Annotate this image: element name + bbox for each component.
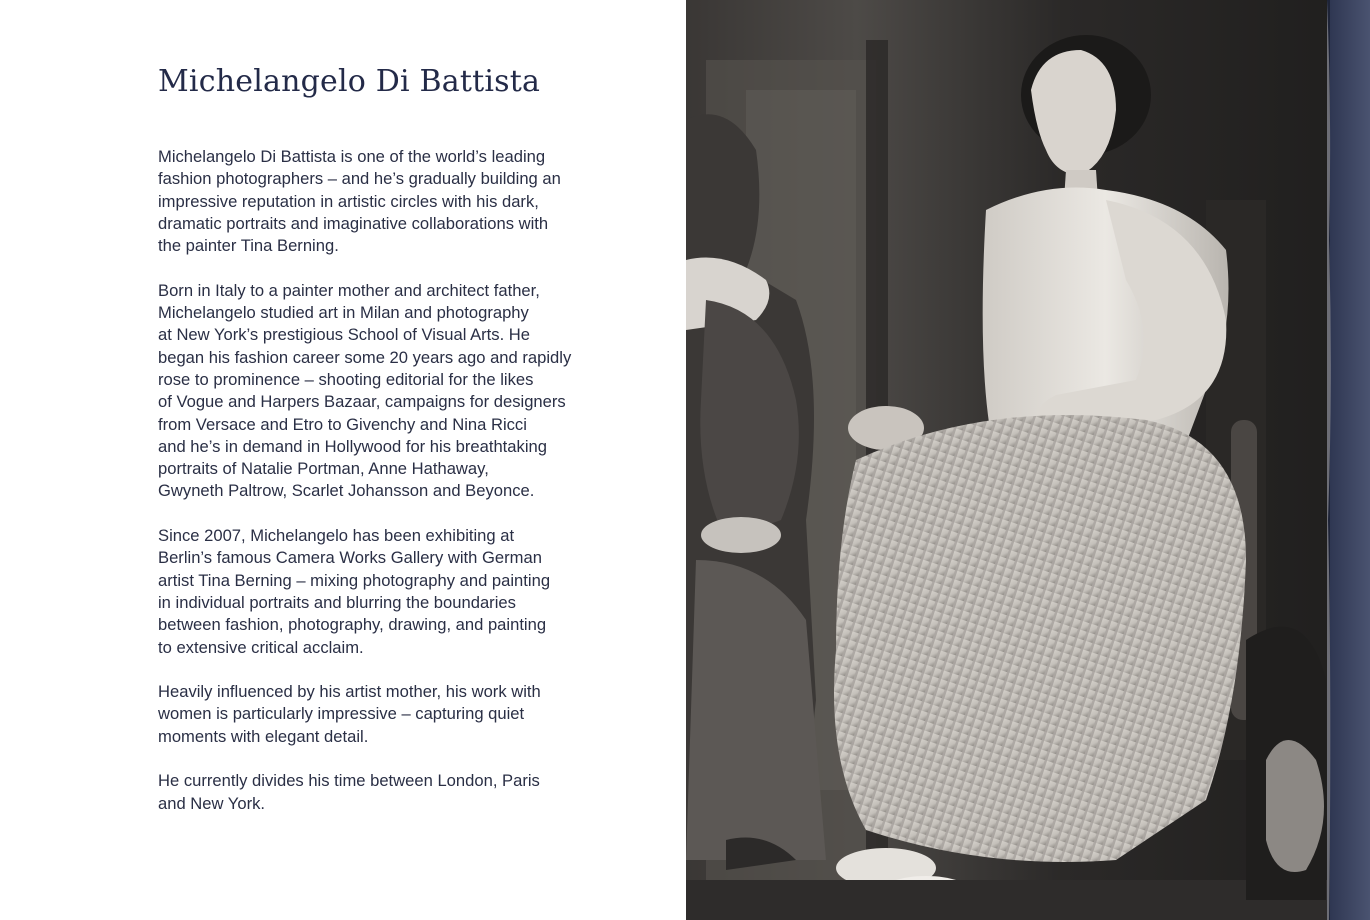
text-line: to extensive critical acclaim. bbox=[158, 637, 364, 657]
paragraph-4 bbox=[158, 681, 628, 748]
text-line: impressive reputation in artistic circles with his dark, bbox=[158, 191, 539, 211]
text-line: from Versace and Etro to Givenchy and Nina Ricci bbox=[158, 414, 527, 434]
text-line: Berlin’s famous Camera Works Gallery with German bbox=[158, 548, 542, 568]
text-line: fashion photographers – and he’s gradually building an bbox=[158, 169, 561, 189]
paragraph-3 bbox=[158, 525, 628, 659]
paragraph-2 bbox=[158, 280, 628, 503]
text-line: moments with elegant detail. bbox=[158, 726, 369, 746]
text-line: between fashion, photography, drawing, and painting bbox=[158, 615, 547, 635]
text-line: the painter Tina Berning. bbox=[158, 236, 339, 256]
text-line: Born in Italy to a painter mother and architect father, bbox=[158, 280, 540, 300]
text-line: portraits of Natalie Portman, Anne Hathaway, bbox=[158, 459, 489, 479]
text-line: Gwyneth Paltrow, Scarlet Johansson and Beyonce. bbox=[158, 481, 535, 501]
text-line: of Vogue and Harpers Bazaar, campaigns for designers bbox=[158, 392, 566, 412]
vintage-portrait-photo bbox=[686, 0, 1370, 920]
text-line: and he’s in demand in Hollywood for his breathtaking bbox=[158, 436, 547, 456]
biography-text bbox=[158, 146, 628, 837]
text-line: began his fashion career some 20 years ago and rapidly bbox=[158, 347, 572, 367]
text-line: dramatic portraits and imaginative collaborations with bbox=[158, 213, 549, 233]
text-line: at New York’s prestigious School of Visual Arts. He bbox=[158, 325, 531, 345]
page-title: Michelangelo Di Battista bbox=[158, 64, 541, 99]
text-line: rose to prominence – shooting editorial for the likes bbox=[158, 369, 534, 389]
photo-illustration bbox=[686, 0, 1370, 920]
text-line: women is particularly impressive – capturing quiet bbox=[158, 704, 525, 724]
text-line: Michelangelo Di Battista is one of the world’s leading bbox=[158, 147, 546, 166]
text-line: He currently divides his time between London, Paris bbox=[158, 771, 540, 791]
text-line: Heavily influenced by his artist mother, his work with bbox=[158, 682, 541, 702]
text-line: Since 2007, Michelangelo has been exhibiting at bbox=[158, 526, 515, 546]
paragraph-1 bbox=[158, 146, 628, 257]
text-line: Michelangelo studied art in Milan and photography bbox=[158, 303, 529, 323]
text-line: and New York. bbox=[158, 793, 266, 813]
paragraph-5 bbox=[158, 770, 628, 815]
text-line: in individual portraits and blurring the boundaries bbox=[158, 592, 516, 612]
text-line: artist Tina Berning – mixing photography and painting bbox=[158, 570, 551, 590]
